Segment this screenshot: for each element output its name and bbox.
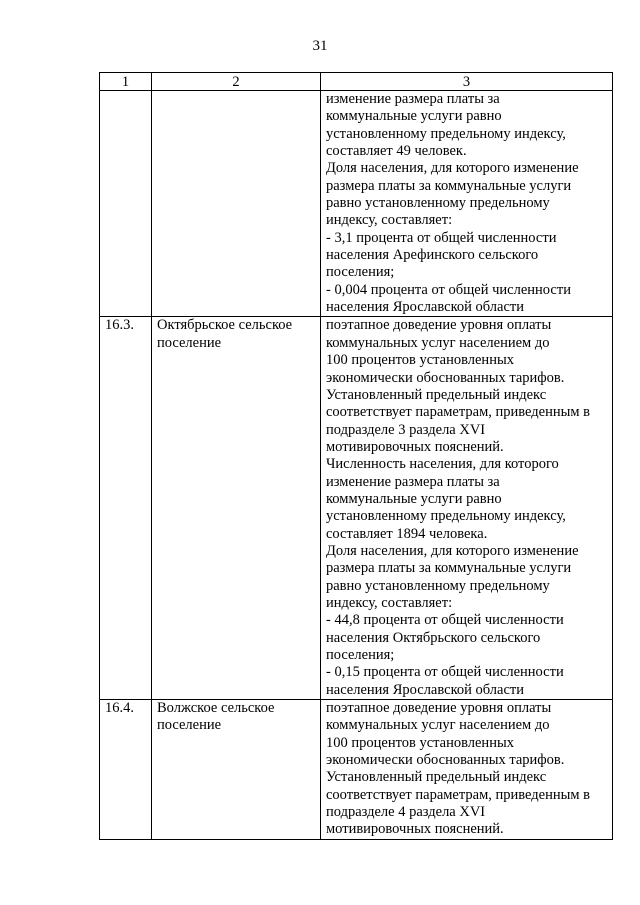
settlement-name-cell [152,317,321,700]
description-line: экономически обоснованных тарифов. [326,369,565,386]
row-number-cell [100,91,152,317]
description-line: подразделе 4 раздела XVI [326,804,486,821]
description-line: - 0,004 процента от общей численности [326,281,571,298]
description-line: населения Арефинского сельского [326,247,539,264]
description-line: мотивировочных пояснений. [326,438,504,455]
description-line: Установленный предельный индекс [326,769,547,786]
description-line: Доля населения, для которого изменение [326,160,579,177]
description-line: изменение размера платы за [326,91,500,107]
settlement-name-line: Октябрьское сельское [157,317,293,334]
settlement-name-cell [152,700,321,840]
description-cell [321,700,613,840]
settlement-name-cell [152,91,321,317]
description-line: Численность населения, для которого [326,456,559,473]
header-cell-1: 1 [100,73,152,91]
description-line: Установленный предельный индекс [326,386,547,403]
description-line: коммунальные услуги равно [326,490,502,507]
row-number-cell: 16.4. [100,700,152,840]
settlement-name-line: поселение [157,717,222,734]
description-line: соответствует параметрам, приведенным в [326,404,590,421]
description-line: соответствует параметрам, приведенным в [326,786,590,803]
header-cell-2: 2 [152,73,321,91]
description-line: поселения; [326,264,395,281]
table-body [100,91,613,840]
description-line: индексу, составляет: [326,594,453,611]
description-line: - 0,15 процента от общей численности [326,664,564,681]
description-cell [321,317,613,700]
page-number: 31 [312,38,328,54]
table-row [100,91,613,317]
description-line: мотивировочных пояснений. [326,821,504,838]
description-line: населения Ярославской области [326,299,524,316]
description-line: - 3,1 процента от общей численности [326,229,557,246]
description-line: установленному предельному индексу, [326,125,566,142]
description-line: установленному предельному индексу, [326,508,566,525]
settlement-name-line: поселение [157,334,222,351]
row-number-cell: 16.3. [100,317,152,700]
description-line: составляет 49 человек. [326,143,467,160]
description-line: подразделе 3 раздела XVI [326,421,486,438]
description-line: поэтапное доведение уровня оплаты [326,317,552,334]
table-row [100,317,613,700]
description-line: равно установленному предельному [326,195,550,212]
tariff-table [99,72,613,840]
description-line: коммунальных услуг населением до [326,334,550,351]
header-row [100,73,613,91]
description-line: поэтапное доведение уровня оплаты [326,700,552,717]
table-row [100,700,613,840]
description-line: населения Ярославской области [326,681,524,698]
description-line: изменение размера платы за [326,473,500,490]
description-line: Доля населения, для которого изменение [326,542,579,559]
description-line: коммунальных услуг населением до [326,717,550,734]
description-line: размера платы за коммунальные услуги [326,177,572,194]
description-cell [321,91,613,317]
description-line: равно установленному предельному [326,577,550,594]
description-line: населения Октябрьского сельского [326,629,541,646]
table-header [100,73,613,91]
description-line: индексу, составляет: [326,212,453,229]
description-line: - 44,8 процента от общей численности [326,612,564,629]
description-line: поселения; [326,647,395,663]
description-line: коммунальные услуги равно [326,108,502,125]
description-line: экономически обоснованных тарифов. [326,752,565,769]
description-line: 100 процентов установленных [326,734,514,751]
header-cell-3: 3 [321,73,613,91]
description-line: размера платы за коммунальные услуги [326,560,572,577]
description-line: составляет 1894 человека. [326,525,488,542]
description-line: 100 процентов установленных [326,352,514,369]
settlement-name-line: Волжское сельское [157,700,275,717]
